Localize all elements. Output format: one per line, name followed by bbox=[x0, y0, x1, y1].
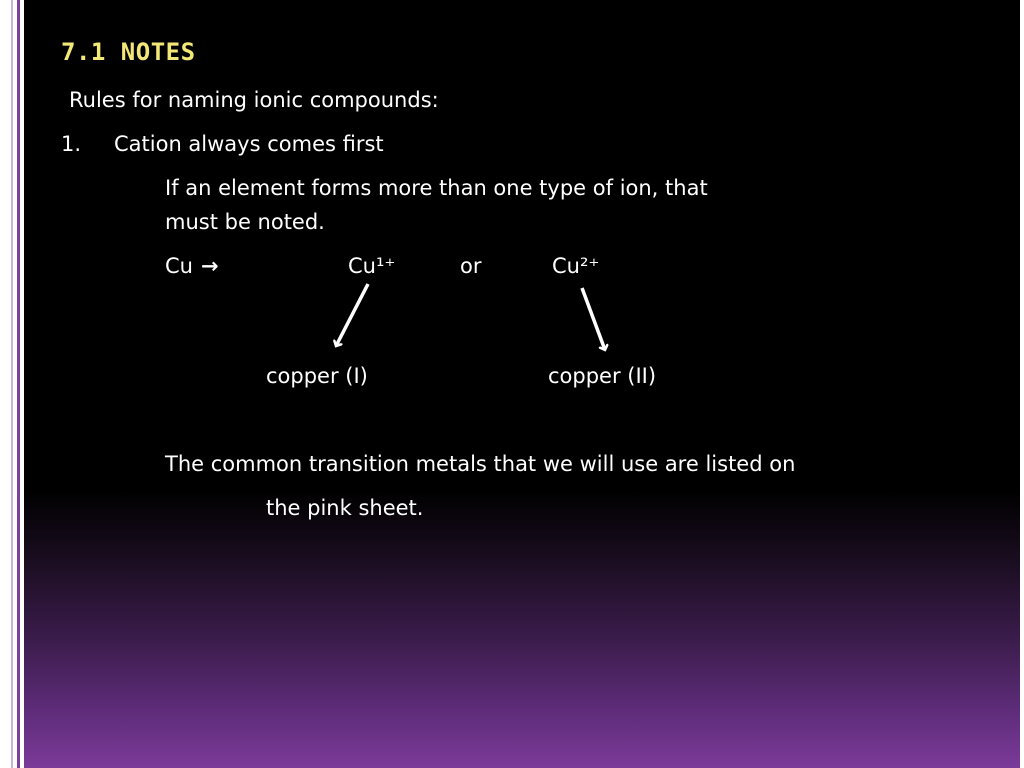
border-line-dark bbox=[17, 0, 20, 768]
ion-cu1: Cu¹⁺ bbox=[348, 254, 396, 278]
rule-text: Cation always comes first bbox=[114, 132, 384, 156]
or-word: or bbox=[460, 254, 482, 278]
border-line-light bbox=[11, 0, 13, 768]
note-line-2: must be noted. bbox=[165, 210, 325, 234]
copper-i-name: copper (I) bbox=[266, 364, 368, 388]
copper-ii-name: copper (II) bbox=[548, 364, 657, 388]
left-border-strip bbox=[0, 0, 24, 768]
footer-line-2: the pink sheet. bbox=[266, 496, 424, 520]
footer-line-1: The common transition metals that we will use are listed on bbox=[165, 452, 796, 476]
right-arrow-icon: → bbox=[201, 254, 219, 278]
cu-label: Cu bbox=[165, 254, 193, 278]
rule-number: 1. bbox=[61, 132, 82, 156]
intro-text: Rules for naming ionic compounds: bbox=[69, 88, 439, 112]
ion-cu2: Cu²⁺ bbox=[552, 254, 600, 278]
slide-title: 7.1 NOTES bbox=[61, 38, 196, 66]
note-line-1: If an element forms more than one type of ion, that bbox=[165, 176, 708, 200]
right-border bbox=[1020, 0, 1024, 768]
